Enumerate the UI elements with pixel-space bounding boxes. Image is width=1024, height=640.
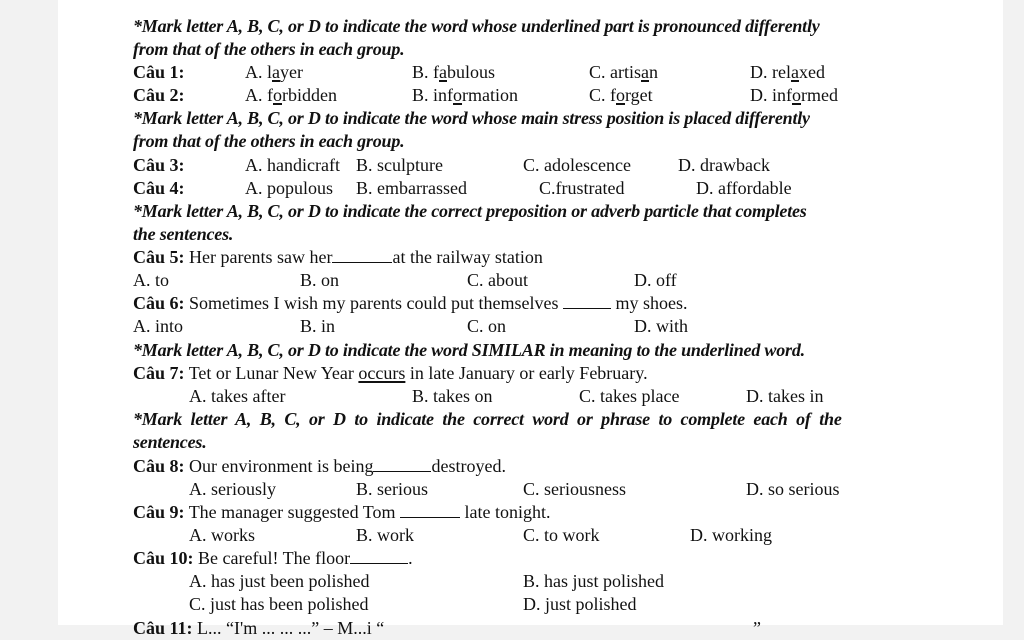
question-8-options	[133, 478, 933, 501]
option-b[interactable]: B. in	[300, 316, 336, 336]
question-label: Câu 9:	[133, 502, 185, 522]
section-2-instruction-line-1: *Mark letter A, B, C, or D to indicate the word whose main stress position is placed differently	[133, 108, 810, 128]
section-4-instruction: *Mark letter A, B, C, or D to indicate the word SIMILAR in meaning to the underlined word.	[133, 340, 805, 360]
question-label: Câu 6:	[133, 293, 185, 313]
question-label: Câu 10:	[133, 548, 194, 568]
answer-blank[interactable]	[373, 457, 431, 472]
question-label: Câu 11:	[133, 618, 193, 638]
option-b[interactable]: B. on	[300, 270, 340, 290]
answer-blank[interactable]	[400, 503, 460, 518]
section-1-instruction-line-2: from that of the others in each group.	[133, 39, 405, 59]
option-b[interactable]: B. sculpture	[356, 155, 443, 175]
option-b[interactable]: B. has just polished	[523, 571, 665, 591]
section-3-instruction-line-2: the sentences.	[133, 224, 234, 244]
option-a[interactable]: A. handicraft	[245, 155, 340, 175]
option-d[interactable]: D. informed	[750, 85, 838, 105]
question-9-stem	[133, 501, 551, 524]
question-10-options-row-1	[133, 570, 933, 593]
option-d[interactable]: D. off	[634, 270, 677, 290]
question-text: my shoes.	[610, 293, 688, 313]
question-10-options-row-2	[133, 593, 933, 616]
question-6-options	[133, 315, 933, 338]
question-label: Câu 3:	[133, 155, 185, 175]
option-d[interactable]: D. working	[690, 525, 772, 545]
question-8-stem	[133, 455, 506, 478]
closing-quote: ”	[753, 618, 761, 638]
section-3-instruction-line-1: *Mark letter A, B, C, or D to indicate the correct preposition or adverb particle that completes	[133, 201, 807, 221]
option-b[interactable]: B. embarrassed	[356, 178, 467, 198]
option-d[interactable]: D. takes in	[746, 386, 824, 406]
option-b[interactable]: B. fabulous	[412, 62, 496, 82]
question-label: Câu 7:	[133, 363, 185, 383]
question-label: Câu 5:	[133, 247, 185, 267]
option-c[interactable]: C. artisan	[589, 62, 658, 82]
option-c[interactable]: C. just has been polished	[189, 594, 369, 614]
option-c[interactable]: C. adolescence	[523, 155, 631, 175]
question-text: Our environment is being	[184, 456, 374, 476]
question-text: Her parents saw her	[184, 247, 333, 267]
option-d[interactable]: D. relaxed	[750, 62, 825, 82]
document-page	[58, 0, 1003, 638]
underlined-word: occurs	[358, 363, 406, 383]
option-d[interactable]: D. drawback	[678, 155, 770, 175]
question-label: Câu 4:	[133, 178, 185, 198]
question-label: Câu 1:	[133, 62, 185, 82]
option-d[interactable]: D. with	[634, 316, 688, 336]
instruction-text: *Mark letter A, B, C, or D to indicate the word whose underlined part is pronounced differently	[133, 16, 820, 36]
question-text: The manager suggested Tom	[184, 502, 401, 522]
question-text: .	[408, 548, 413, 568]
question-2	[133, 84, 933, 107]
question-text: at the railway station	[392, 247, 543, 267]
option-a[interactable]: A. takes after	[189, 386, 286, 406]
question-1	[133, 61, 933, 84]
section-5-instruction-line-2: sentences.	[133, 432, 207, 452]
option-b[interactable]: B. takes on	[412, 386, 493, 406]
option-a[interactable]: A. has just been polished	[189, 571, 370, 591]
option-a[interactable]: A. seriously	[189, 479, 276, 499]
question-3	[133, 154, 933, 177]
section-1-instruction-line-1	[133, 15, 933, 38]
question-text: Be careful! The floor	[193, 548, 351, 568]
question-5-options	[133, 269, 933, 292]
question-6-stem	[133, 292, 687, 315]
option-a[interactable]: A. to	[133, 270, 169, 290]
question-label: Câu 2:	[133, 85, 185, 105]
question-text: L... “I'm ... ... ...” – M...i “	[192, 618, 385, 638]
question-text: Sometimes I wish my parents could put themselves	[184, 293, 563, 313]
option-a[interactable]: A. works	[189, 525, 255, 545]
option-c[interactable]: C. about	[467, 270, 528, 290]
option-b[interactable]: B. serious	[356, 479, 428, 499]
question-text: Tet or Lunar New Year	[184, 363, 359, 383]
option-d[interactable]: D. affordable	[696, 178, 792, 198]
option-c[interactable]: C. seriousness	[523, 479, 626, 499]
answer-blank[interactable]	[350, 549, 408, 564]
question-label: Câu 8:	[133, 456, 185, 476]
section-2-instruction-line-2: from that of the others in each group.	[133, 131, 405, 151]
question-10-stem	[133, 547, 413, 570]
option-c[interactable]: C. on	[467, 316, 507, 336]
option-d[interactable]: D. so serious	[746, 479, 840, 499]
option-a[interactable]: A. layer	[245, 62, 303, 82]
question-text: destroyed.	[431, 456, 506, 476]
question-4	[133, 177, 933, 200]
question-7-stem	[133, 362, 648, 385]
option-c[interactable]: C. to work	[523, 525, 600, 545]
question-11-stem-clipped	[133, 617, 933, 638]
question-text: in late January or early February.	[405, 363, 648, 383]
option-d[interactable]: D. just polished	[523, 594, 637, 614]
option-c[interactable]: C. takes place	[579, 386, 680, 406]
answer-blank[interactable]	[563, 294, 611, 309]
instruction-text: *Mark letter A, B, C, or D to indicate the correct word or phrase to complete each of the	[133, 409, 842, 429]
option-b[interactable]: B. information	[412, 85, 519, 105]
question-5-stem	[133, 246, 543, 269]
option-a[interactable]: A. populous	[245, 178, 334, 198]
question-9-options	[133, 524, 933, 547]
option-c[interactable]: C.frustrated	[539, 178, 625, 198]
question-7-options	[133, 385, 933, 408]
question-text: late tonight.	[460, 502, 551, 522]
option-b[interactable]: B. work	[356, 525, 414, 545]
answer-blank[interactable]	[332, 248, 392, 263]
option-a[interactable]: A. into	[133, 316, 184, 336]
option-c[interactable]: C. forget	[589, 85, 653, 105]
option-a[interactable]: A. forbidden	[245, 85, 337, 105]
section-5-instruction-line-1	[133, 408, 933, 431]
